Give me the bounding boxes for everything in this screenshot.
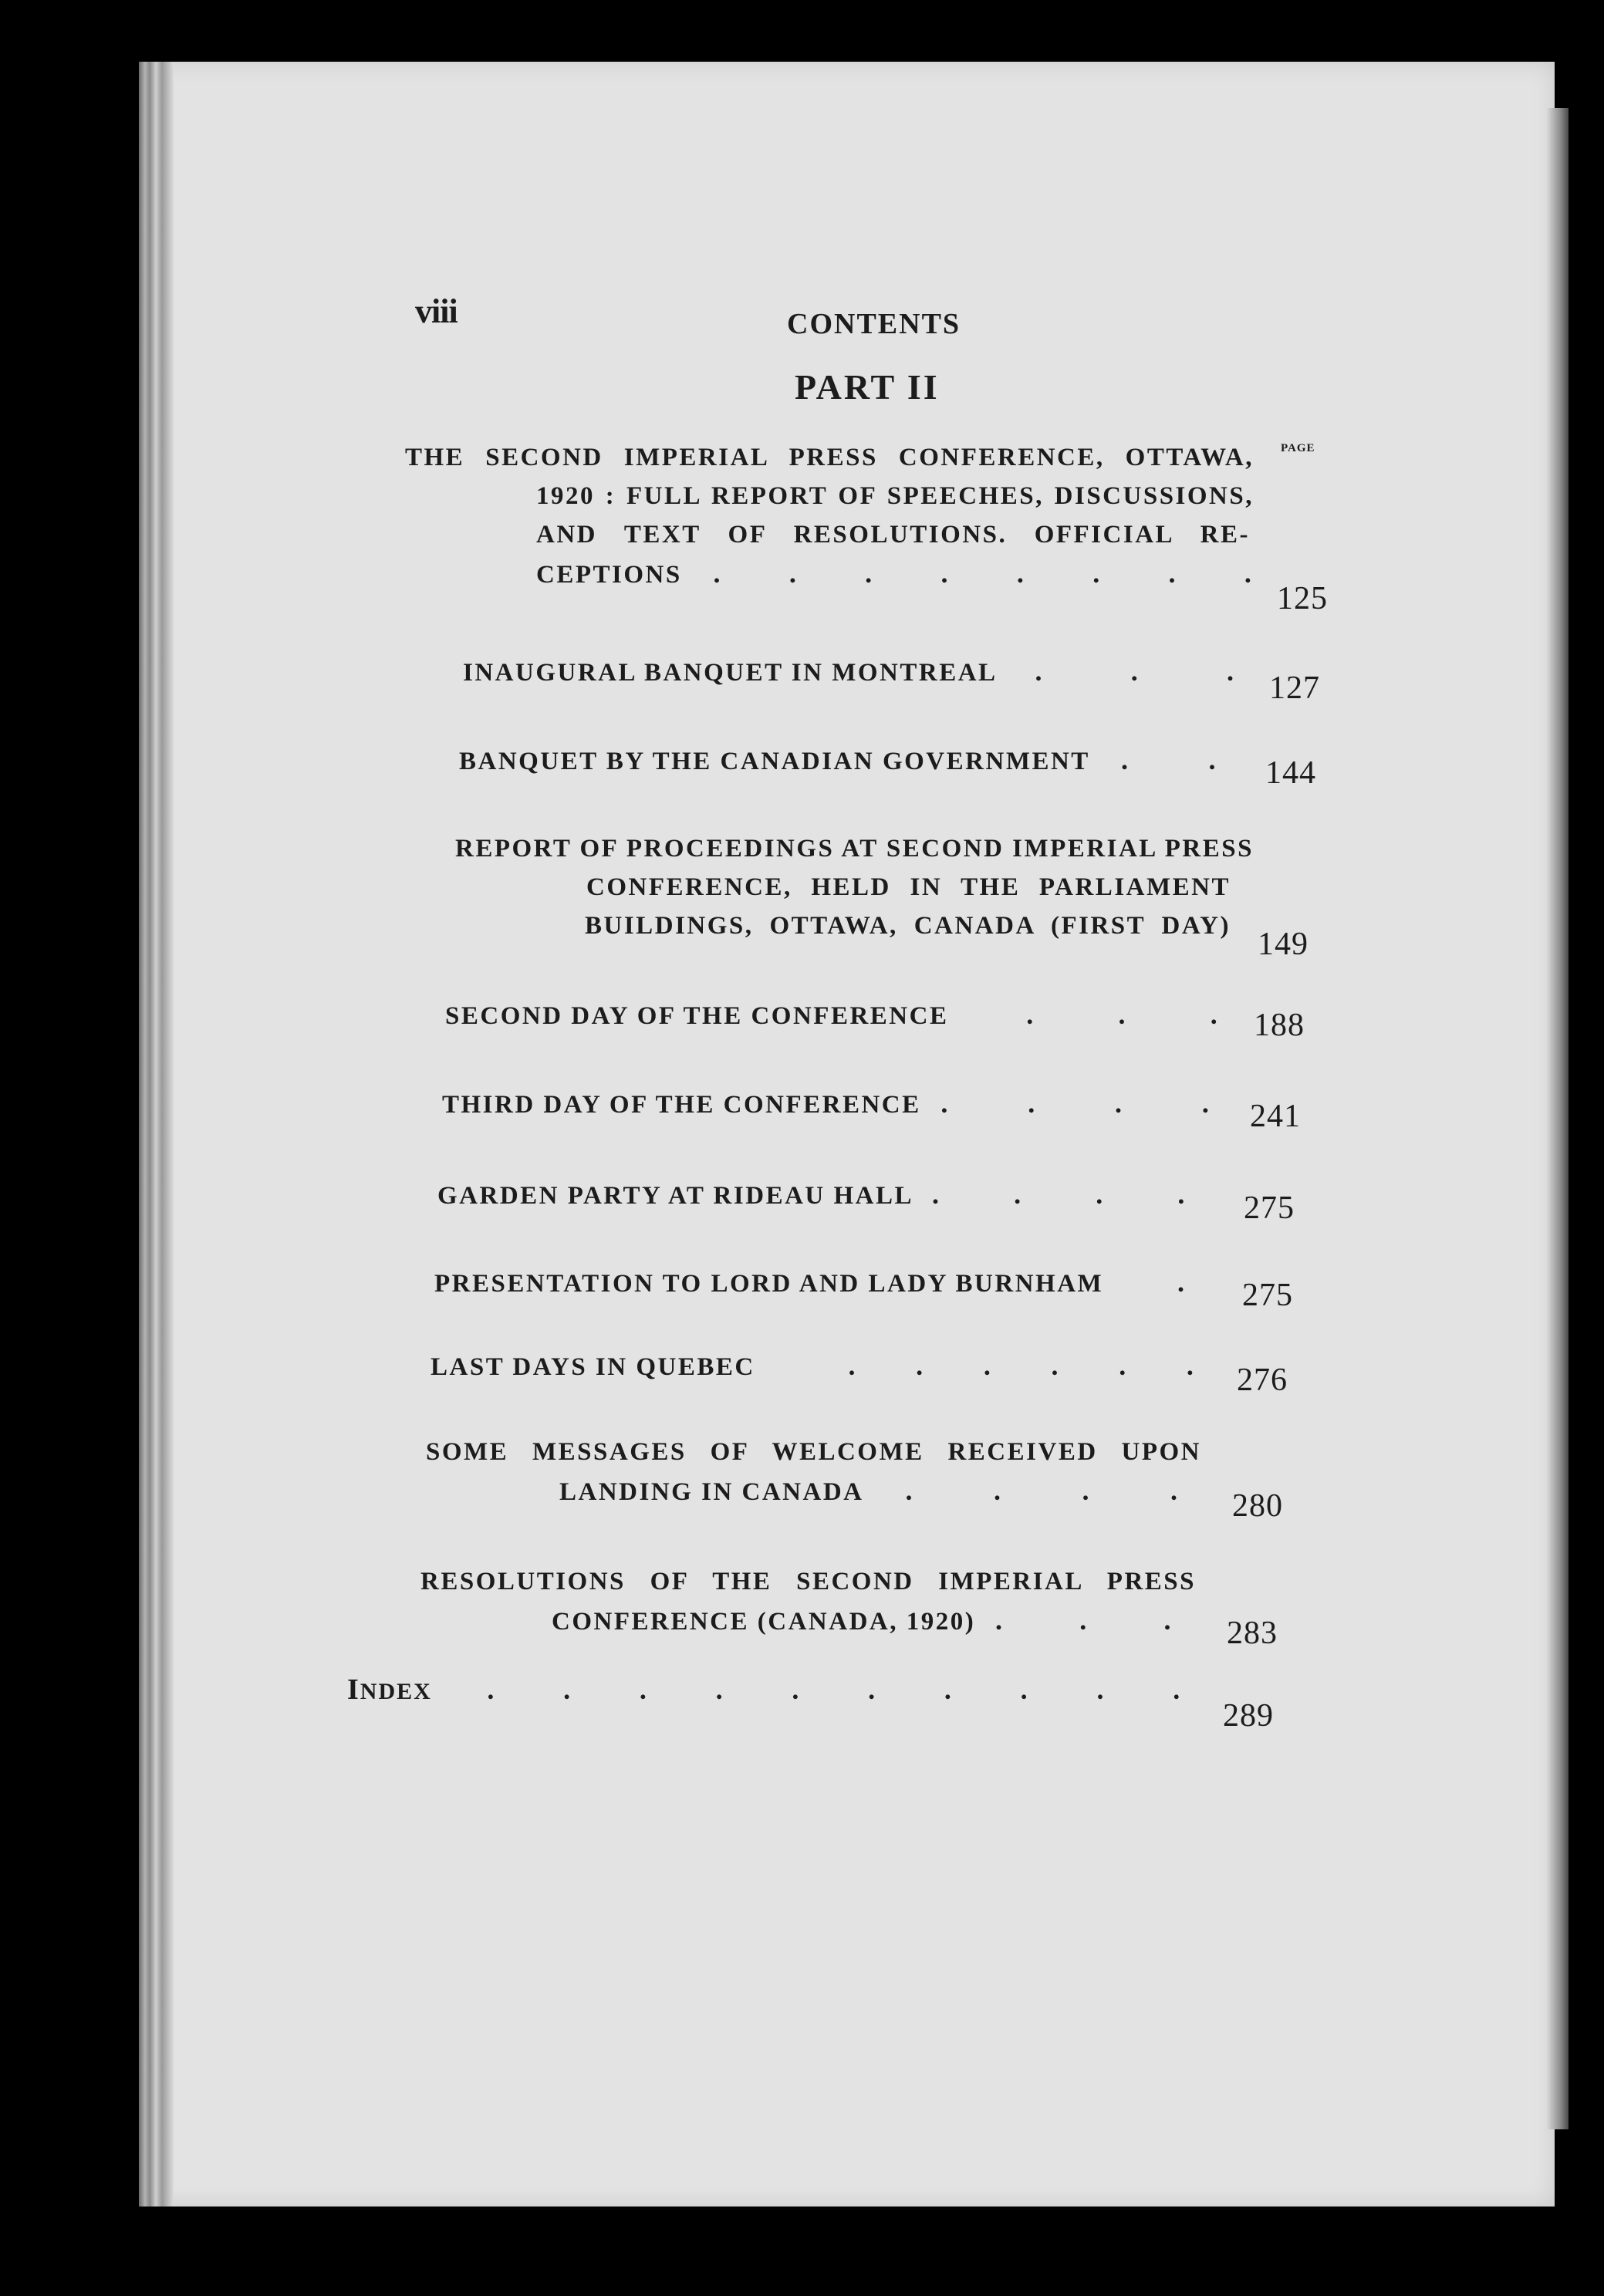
toc-entry xyxy=(459,741,1217,781)
toc-page-number: 276 xyxy=(1237,1362,1288,1398)
leader-dots: . xyxy=(1177,1267,1187,1298)
toc-entry-line: CEPTIONS xyxy=(536,561,682,589)
toc-page-number: 149 xyxy=(1258,927,1309,962)
toc-entry-line: GARDEN PARTY AT RIDEAU HALL xyxy=(437,1182,913,1210)
toc-entry-line: PRESENTATION TO LORD AND LADY BURNHAM xyxy=(434,1270,1104,1298)
toc-entry-line: CONFERENCE, HELD IN THE PARLIAMENT xyxy=(586,873,1231,901)
toc-entry-line: THIRD DAY OF THE CONFERENCE xyxy=(442,1091,921,1119)
part-title: PART II xyxy=(795,367,940,407)
page-right-edge xyxy=(1547,108,1569,2129)
toc-page-number: 127 xyxy=(1269,670,1320,706)
page-binding-edge xyxy=(139,62,174,2207)
toc-page-number: 275 xyxy=(1242,1278,1293,1313)
toc-entry-line: BANQUET BY THE CANADIAN GOVERNMENT xyxy=(459,748,1090,775)
index-label-rest: NDEX xyxy=(360,1679,432,1704)
toc-entry-line: BUILDINGS, OTTAWA, CANADA (FIRST DAY) xyxy=(585,912,1231,940)
toc-entry xyxy=(405,438,1254,594)
folio-number: viii xyxy=(415,292,458,330)
leader-dots: . . xyxy=(1120,745,1217,775)
toc-entry xyxy=(463,652,1235,692)
toc-entry-line: RESOLUTIONS OF THE SECOND IMPERIAL PRESS xyxy=(420,1568,1196,1595)
toc-entry-line: LANDING IN CANADA xyxy=(559,1478,863,1506)
toc-page-number: 283 xyxy=(1227,1616,1278,1651)
toc-page-number: 289 xyxy=(1223,1698,1274,1734)
toc-page-number: 241 xyxy=(1250,1099,1301,1134)
toc-page-number: 275 xyxy=(1244,1190,1295,1226)
toc-entry-line: LAST DAYS IN QUEBEC xyxy=(431,1353,755,1381)
toc-entry-line: REPORT OF PROCEEDINGS AT SECOND IMPERIAL PRESS xyxy=(455,835,1254,863)
toc-entry-line: SECOND DAY OF THE CONFERENCE xyxy=(445,1002,949,1030)
toc-page-number: 125 xyxy=(1277,581,1328,616)
toc-entry-line: 1920 : FULL REPORT OF SPEECHES, DISCUSSIONS, xyxy=(536,482,1254,510)
leader-dots: . . . . . . . . xyxy=(713,558,1254,589)
toc-entry-line: AND TEXT OF RESOLUTIONS. OFFICIAL RE- xyxy=(536,521,1250,549)
index-label-initial: I xyxy=(347,1673,360,1706)
leader-dots: . . . . xyxy=(931,1179,1187,1210)
leader-dots: . . . xyxy=(994,1605,1173,1636)
toc-entry xyxy=(445,995,1219,1035)
toc-entry xyxy=(420,1562,1196,1641)
leader-dots: . . . . xyxy=(940,1088,1211,1119)
toc-entry xyxy=(455,829,1254,945)
leader-dots: . . . . . . . . . . xyxy=(487,1674,1182,1705)
leader-dots: . . . xyxy=(1026,999,1220,1030)
toc-entry-line: INAUGURAL BANQUET IN MONTREAL xyxy=(463,659,996,687)
leader-dots: . . . xyxy=(1035,656,1236,687)
toc-page-number: 280 xyxy=(1232,1488,1283,1524)
toc-entry-line: SOME MESSAGES OF WELCOME RECEIVED UPON xyxy=(426,1438,1201,1466)
toc-entry xyxy=(431,1346,1195,1386)
toc-entry xyxy=(442,1084,1211,1124)
running-head: CONTENTS xyxy=(787,308,961,340)
toc-entry xyxy=(426,1433,1201,1511)
toc-page-number: 188 xyxy=(1254,1008,1305,1043)
page-column-label: PAGE xyxy=(1281,442,1315,454)
leader-dots: . . . . . . xyxy=(848,1350,1196,1381)
toc-entry xyxy=(437,1175,1187,1215)
toc-entry-line: CONFERENCE (CANADA, 1920) xyxy=(552,1608,976,1636)
toc-page-number: 144 xyxy=(1265,755,1316,791)
leader-dots: . . . . xyxy=(905,1475,1180,1506)
toc-entry-line: THE SECOND IMPERIAL PRESS CONFERENCE, OTTAWA, xyxy=(405,444,1254,471)
toc-entry xyxy=(434,1263,1193,1303)
index-entry xyxy=(347,1673,1181,1707)
